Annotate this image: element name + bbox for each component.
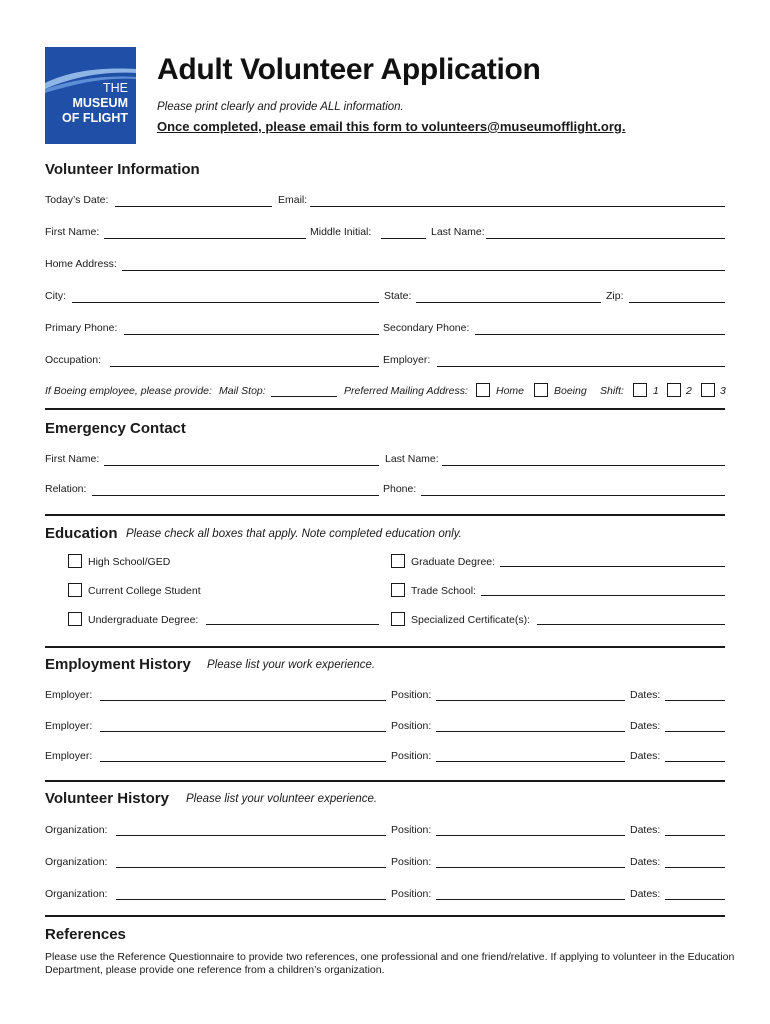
shift-1-label: 1 xyxy=(653,385,659,397)
logo-text xyxy=(62,81,128,126)
high-school-checkbox[interactable] xyxy=(68,554,82,568)
state-field[interactable] xyxy=(416,302,601,303)
last-name-label: Last Name: xyxy=(431,226,485,238)
vol-dates-1-label: Dates: xyxy=(630,824,661,836)
boeing-label: Boeing xyxy=(554,385,587,397)
city-label: City: xyxy=(45,290,66,302)
email-instructions: Once completed, please email this form to volunteers@museumofflight.org. xyxy=(157,119,626,134)
emp-position-1-label: Position: xyxy=(391,689,432,701)
employer-label: Employer: xyxy=(383,354,431,366)
certificate-field[interactable] xyxy=(537,624,725,625)
emp-dates-2-field[interactable] xyxy=(665,731,725,732)
ec-last-name-field[interactable] xyxy=(442,465,725,466)
middle-initial-label: Middle Initial: xyxy=(310,226,372,238)
email-field[interactable] xyxy=(310,206,725,207)
emp-dates-3-field[interactable] xyxy=(665,761,725,762)
print-instructions: Please print clearly and provide ALL information. xyxy=(157,101,404,113)
ec-last-name-label: Last Name: xyxy=(385,453,439,465)
relation-label: Relation: xyxy=(45,483,87,495)
vol-position-2-label: Position: xyxy=(391,856,432,868)
employer-1-label: Employer: xyxy=(45,689,93,701)
mail-stop-label: Mail Stop: xyxy=(219,385,266,397)
section-divider xyxy=(45,646,725,648)
home-address-field[interactable] xyxy=(122,270,725,271)
graduate-checkbox[interactable] xyxy=(391,554,405,568)
organization-1-field[interactable] xyxy=(116,835,386,836)
shift-1-checkbox[interactable] xyxy=(633,383,647,397)
boeing-prompt: If Boeing employee, please provide: xyxy=(45,385,212,397)
shift-3-label: 3 xyxy=(720,385,726,397)
primary-phone-field[interactable] xyxy=(124,334,379,335)
state-label: State: xyxy=(384,290,412,302)
home-label: Home xyxy=(496,385,525,397)
references-heading: References xyxy=(45,926,126,943)
undergrad-label: Undergraduate Degree: xyxy=(88,614,199,626)
emp-position-1-field[interactable] xyxy=(436,700,625,701)
undergrad-field[interactable] xyxy=(206,624,379,625)
zip-field[interactable] xyxy=(629,302,725,303)
certificate-label: Specialized Certificate(s): xyxy=(411,614,531,626)
vol-dates-2-label: Dates: xyxy=(630,856,661,868)
emp-position-3-field[interactable] xyxy=(436,761,625,762)
mail-stop-field[interactable] xyxy=(271,396,337,397)
occupation-label: Occupation: xyxy=(45,354,102,366)
education-note: Please check all boxes that apply. Note completed education only. xyxy=(126,528,462,540)
section-divider xyxy=(45,915,725,917)
trade-checkbox[interactable] xyxy=(391,583,405,597)
education-heading: Education xyxy=(45,525,118,542)
organization-2-field[interactable] xyxy=(116,867,386,868)
shift-3-checkbox[interactable] xyxy=(701,383,715,397)
volunteer-history-heading: Volunteer History xyxy=(45,790,169,807)
museum-logo xyxy=(45,47,136,144)
emergency-heading: Emergency Contact xyxy=(45,420,186,437)
employer-field[interactable] xyxy=(437,366,725,367)
organization-2-label: Organization: xyxy=(45,856,108,868)
todays-date-label: Today’s Date: xyxy=(45,194,109,206)
todays-date-field[interactable] xyxy=(115,206,272,207)
vol-dates-3-field[interactable] xyxy=(665,899,725,900)
certificate-checkbox[interactable] xyxy=(391,612,405,626)
employer-1-field[interactable] xyxy=(100,700,386,701)
ec-phone-field[interactable] xyxy=(421,495,725,496)
home-checkbox[interactable] xyxy=(476,383,490,397)
primary-phone-label: Primary Phone: xyxy=(45,322,118,334)
vol-position-3-label: Position: xyxy=(391,888,432,900)
graduate-label: Graduate Degree: xyxy=(411,556,496,568)
ec-phone-label: Phone: xyxy=(383,483,417,495)
graduate-field[interactable] xyxy=(500,566,725,567)
college-checkbox[interactable] xyxy=(68,583,82,597)
first-name-label: First Name: xyxy=(45,226,100,238)
organization-3-label: Organization: xyxy=(45,888,108,900)
relation-field[interactable] xyxy=(92,495,379,496)
logo-line-3: OF FLIGHT xyxy=(62,111,128,125)
logo-line-1: THE xyxy=(103,81,128,95)
shift-2-label: 2 xyxy=(686,385,692,397)
vol-dates-1-field[interactable] xyxy=(665,835,725,836)
employer-2-field[interactable] xyxy=(100,731,386,732)
vol-dates-3-label: Dates: xyxy=(630,888,661,900)
shift-2-checkbox[interactable] xyxy=(667,383,681,397)
trade-field[interactable] xyxy=(481,595,725,596)
occupation-field[interactable] xyxy=(110,366,379,367)
boeing-checkbox[interactable] xyxy=(534,383,548,397)
vol-position-1-field[interactable] xyxy=(436,835,625,836)
logo-line-2: MUSEUM xyxy=(72,96,128,110)
last-name-field[interactable] xyxy=(486,238,725,239)
shift-label: Shift: xyxy=(600,385,624,397)
volunteer-history-note: Please list your volunteer experience. xyxy=(186,793,378,805)
volunteer-info-heading: Volunteer Information xyxy=(45,161,200,178)
undergrad-checkbox[interactable] xyxy=(68,612,82,626)
ec-first-name-field[interactable] xyxy=(104,465,379,466)
home-address-label: Home Address: xyxy=(45,258,117,270)
zip-label: Zip: xyxy=(606,290,624,302)
vol-position-2-field[interactable] xyxy=(436,867,625,868)
secondary-phone-label: Secondary Phone: xyxy=(383,322,470,334)
emp-position-3-label: Position: xyxy=(391,750,432,762)
secondary-phone-field[interactable] xyxy=(475,334,725,335)
preferred-mailing-label: Preferred Mailing Address: xyxy=(344,385,468,397)
vol-position-3-field[interactable] xyxy=(436,899,625,900)
vol-position-1-label: Position: xyxy=(391,824,432,836)
section-divider xyxy=(45,780,725,782)
emp-position-2-field[interactable] xyxy=(436,731,625,732)
employment-heading: Employment History xyxy=(45,656,191,673)
employer-3-field[interactable] xyxy=(100,761,386,762)
high-school-label: High School/GED xyxy=(88,556,171,568)
employment-note: Please list your work experience. xyxy=(207,659,376,671)
emp-dates-2-label: Dates: xyxy=(630,720,661,732)
emp-position-2-label: Position: xyxy=(391,720,432,732)
references-text: Please use the Reference Questionnaire to provide two references, one professional and one friend/relative. If applying to volunteer in the Education Department, please provide one reference from a children’s organization. xyxy=(45,951,735,976)
trade-label: Trade School: xyxy=(411,585,476,597)
email-label: Email: xyxy=(278,194,308,206)
vol-dates-2-field[interactable] xyxy=(665,867,725,868)
emp-dates-1-label: Dates: xyxy=(630,689,661,701)
college-label: Current College Student xyxy=(88,585,201,597)
section-divider xyxy=(45,514,725,516)
section-divider xyxy=(45,408,725,410)
emp-dates-1-field[interactable] xyxy=(665,700,725,701)
employer-3-label: Employer: xyxy=(45,750,93,762)
ec-first-name-label: First Name: xyxy=(45,453,100,465)
city-field[interactable] xyxy=(72,302,379,303)
emp-dates-3-label: Dates: xyxy=(630,750,661,762)
organization-3-field[interactable] xyxy=(116,899,386,900)
middle-initial-field[interactable] xyxy=(381,238,426,239)
page-title: Adult Volunteer Application xyxy=(157,53,541,86)
employer-2-label: Employer: xyxy=(45,720,93,732)
first-name-field[interactable] xyxy=(104,238,306,239)
organization-1-label: Organization: xyxy=(45,824,108,836)
